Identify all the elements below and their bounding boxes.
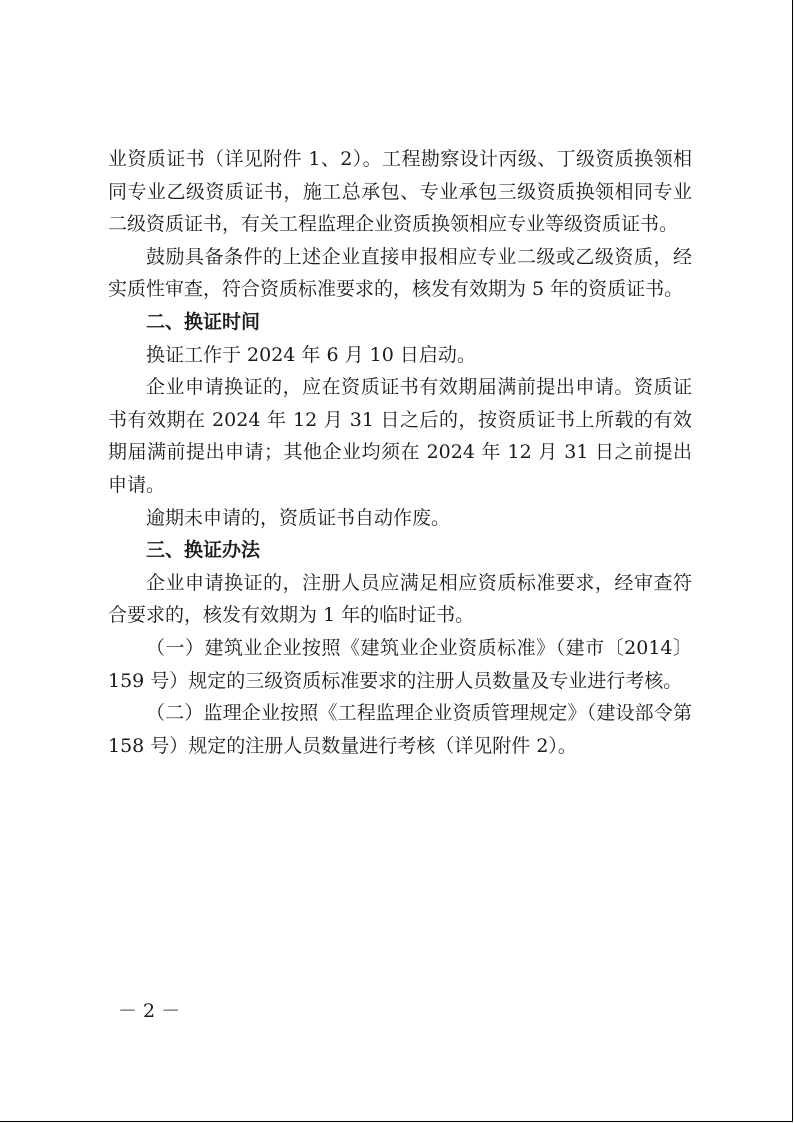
paragraph-overdue-void: 逾期未申请的，资质证书自动作废。 [146,506,451,529]
page-number: － 2 － [118,1000,181,1022]
paragraph-temporary-certificate: 企业申请换证的，注册人员应满足相应资质标准要求，经审查符合要求的，核发有效期为 1 年的临时证书。 [108,571,692,627]
paragraph-encourage-direct-application: 鼓励具备条件的上述企业直接申报相应专业二级或乙级资质，经实质性审查，符合资质标准要求的，核发有效期为 5 年的资质证书。 [108,245,692,301]
paragraph-construction-enterprise-assessment: （一）建筑业企业按照《建筑业企业资质标准》（建市〔2014〕159 号）规定的三级资质标准要求的注册人员数量及专业进行考核。 [108,636,692,692]
paragraph-supervision-enterprise-assessment: （二）监理企业按照《工程监理企业资质管理规定》（建设部令第 158 号）规定的注册人员数量进行考核（详见附件 2）。 [108,702,692,757]
section-heading-exchange-time: 二、换证时间 [146,310,261,333]
paragraph-application-deadline: 企业申请换证的，应在资质证书有效期届满前提出申请。资质证书有效期在 2024 年 12 月 31 日之后的，按资质证书上所载的有效期届满前提出申请；其他企业均须在 2024 年 12 月 31 日之前提出申请。 [108,376,692,496]
paragraph-start-date: 换证工作于 2024 年 6 月 10 日启动。 [146,343,476,366]
paragraph-continued-certificate-exchange: 业资质证书（详见附件 1、2）。工程勘察设计丙级、丁级资质换领相同专业乙级资质证书，施工总承包、专业承包三级资质换领相同专业二级资质证书，有关工程监理企业资质换领相应专业等级资质证书。 [108,148,692,236]
document-body [108,143,692,762]
section-heading-exchange-method: 三、换证办法 [146,539,261,562]
